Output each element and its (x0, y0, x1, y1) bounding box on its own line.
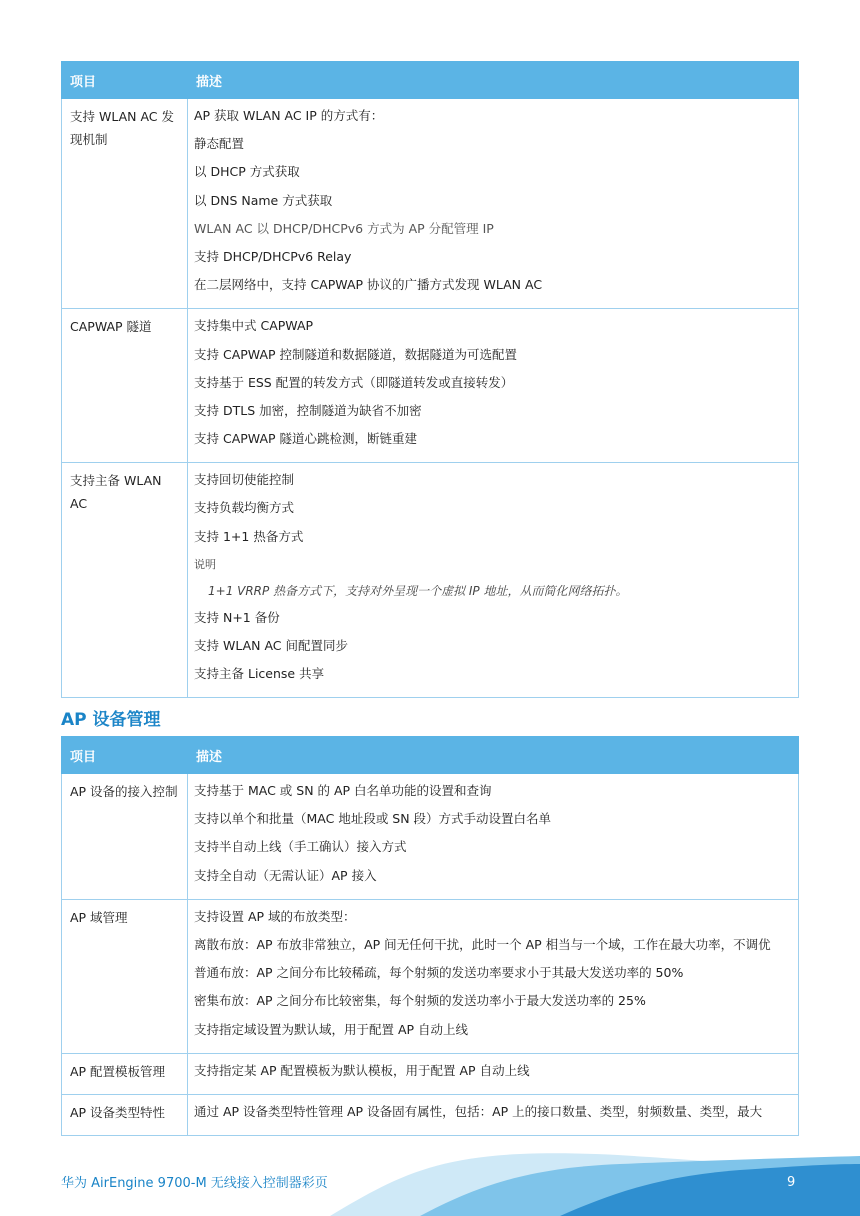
desc-line: 支持主备 License 共享 (194, 666, 325, 682)
desc-line: 静态配置 (194, 136, 245, 152)
table-row (62, 463, 799, 698)
row-description (188, 774, 799, 900)
desc-line: 通过 AP 设备类型特性管理 AP 设备固有属性，包括：AP 上的接口数量、类型，射频数量、类型，最大 (194, 1103, 763, 1119)
row-item: 支持主备 WLAN AC (62, 463, 188, 698)
row-item: AP 设备类型特性 (62, 1094, 188, 1135)
desc-line: 普通布放：AP 之间分布比较稀疏，每个射频的发送功率要求小于其最大发送功率的 50% (194, 965, 684, 981)
row-description (188, 1094, 799, 1135)
page-number: 9 (787, 1175, 796, 1190)
desc-line: 支持指定某 AP 配置模板为默认模板，用于配置 AP 自动上线 (194, 1062, 530, 1078)
desc-line: 支持 1+1 热备方式 (194, 528, 304, 544)
row-description (188, 99, 799, 309)
header-item: 项目 (62, 62, 188, 99)
row-item: AP 配置模板管理 (62, 1053, 188, 1094)
row-description (188, 463, 799, 698)
desc-line: WLAN AC 以 DHCP/DHCPv6 方式为 AP 分配管理 IP (194, 220, 494, 236)
header-description: 描述 (188, 62, 799, 99)
desc-line: AP 获取 WLAN AC IP 的方式有： (194, 108, 384, 123)
desc-line: 以 DHCP 方式获取 (194, 164, 300, 180)
wlan-ac-spec-table (61, 61, 799, 698)
note-text: 1+1 VRRP 热备方式下，支持对外呈现一个虚拟 IP 地址，从而简化网络拓扑。 (208, 583, 628, 598)
table-header-row (62, 737, 799, 774)
header-description: 描述 (188, 737, 799, 774)
footer-title: 华为 AirEngine 9700-M 无线接入控制器彩页 (61, 1176, 328, 1191)
ap-management-table (61, 736, 799, 1136)
desc-line: 支持集中式 CAPWAP (194, 318, 314, 334)
table-header-row (62, 62, 799, 99)
desc-line: 支持 CAPWAP 控制隧道和数据隧道，数据隧道为可选配置 (194, 346, 518, 362)
desc-line: 支持 N+1 备份 (194, 609, 280, 625)
desc-line: 支持基于 ESS 配置的转发方式（即隧道转发或直接转发） (194, 374, 514, 390)
table-row (62, 1053, 799, 1094)
row-item: AP 域管理 (62, 899, 188, 1053)
note-label: 说明 (194, 557, 216, 571)
desc-line: 支持基于 MAC 或 SN 的 AP 白名单功能的设置和查询 (194, 783, 492, 798)
desc-line: 支持回切使能控制 (194, 472, 295, 488)
table-row (62, 99, 799, 309)
desc-line: 密集布放：AP 之间分布比较密集，每个射频的发送功率小于最大发送功率的 25% (194, 993, 646, 1009)
header-item: 项目 (62, 737, 188, 774)
desc-line: 支持半自动上线（手工确认）接入方式 (194, 839, 407, 855)
row-item: CAPWAP 隧道 (62, 309, 188, 463)
desc-line: 在二层网络中，支持 CAPWAP 协议的广播方式发现 WLAN AC (194, 277, 543, 293)
desc-line: 支持全自动（无需认证）AP 接入 (194, 867, 377, 883)
row-item: AP 设备的接入控制 (62, 774, 188, 900)
desc-line: 支持 DTLS 加密，控制隧道为缺省不加密 (194, 402, 422, 418)
section-title: AP 设备管理 (61, 710, 161, 730)
desc-line: 支持设置 AP 域的布放类型： (194, 908, 356, 924)
table-row (62, 1094, 799, 1135)
desc-line: 支持负载均衡方式 (194, 500, 295, 516)
desc-line: 支持指定域设置为默认域，用于配置 AP 自动上线 (194, 1021, 469, 1037)
table-row (62, 774, 799, 900)
desc-line: 支持 CAPWAP 隧道心跳检测，断链重建 (194, 431, 418, 447)
desc-line: 离散布放：AP 布放非常独立，AP 间无任何干扰，此时一个 AP 相当与一个域，工作在最大功率，不调优 (194, 936, 771, 952)
desc-line: 支持 DHCP/DHCPv6 Relay (194, 248, 352, 264)
row-item: 支持 WLAN AC 发现机制 (62, 99, 188, 309)
table-row (62, 899, 799, 1053)
desc-line: 支持以单个和批量（MAC 地址段或 SN 段）方式手动设置白名单 (194, 811, 552, 827)
row-description (188, 899, 799, 1053)
row-description (188, 309, 799, 463)
desc-line: 以 DNS Name 方式获取 (194, 192, 333, 208)
desc-line: 支持 WLAN AC 间配置同步 (194, 638, 348, 653)
table-row (62, 309, 799, 463)
row-description (188, 1053, 799, 1094)
